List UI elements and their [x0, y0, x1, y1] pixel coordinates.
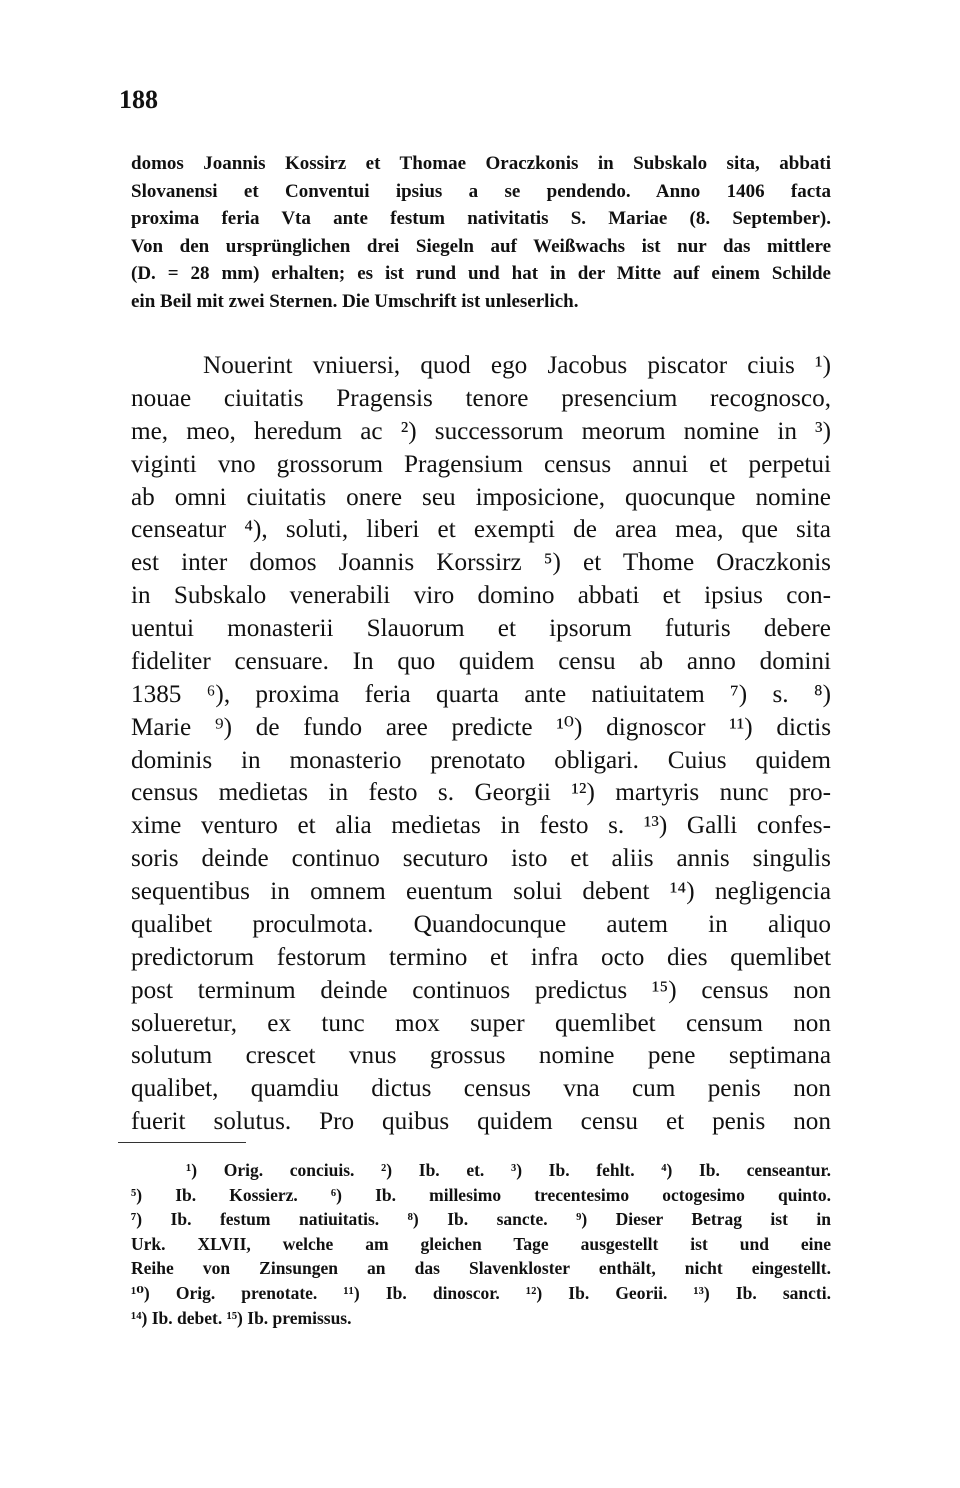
footnote-line: ⁵) Ib. Kossierz. ⁶) Ib. millesimo trecentesimo octogesimo quinto. — [131, 1184, 831, 1205]
charter-text — [131, 350, 831, 1139]
charter-text-line: soris deinde continuo secuturo isto et aliis annis singulis — [131, 845, 831, 873]
charter-text-line: Marie ⁹) de fundo aree predicte ¹⁰) dignoscor ¹¹) dictis — [131, 713, 831, 741]
header-note-line: ein Beil mit zwei Sternen. Die Umschrift ist unleserlich. — [131, 290, 579, 312]
footnote-line: ⁷) Ib. festum natiuitatis. ⁸) Ib. sancte. ⁹) Dieser Betrag ist in — [131, 1209, 831, 1230]
header-note-line: proxima feria Vta ante festum nativitatis S. Mariae (8. September). — [131, 208, 831, 229]
footnote-line: Reihe von Zinsungen an das Slavenkloster enthält, nicht eingestellt. — [131, 1258, 831, 1279]
footnote-line: Urk. XLVII, welche am gleichen Tage ausgestellt ist und eine — [131, 1233, 831, 1254]
charter-text-line: xime venturo et alia medietas in festo s. ¹³) Galli confes- — [131, 812, 831, 840]
charter-text-line: predictorum festorum termino et infra octo dies quemlibet — [131, 943, 831, 971]
footnote-line: ¹) Orig. conciuis. ²) Ib. et. ³) Ib. fehlt. ⁴) Ib. censeantur. — [186, 1160, 831, 1180]
charter-text-line: uentui monasterii Slauorum et ipsorum futuris debere — [131, 615, 831, 642]
charter-text-line: 1385 ⁶), proxima feria quarta ante natiuitatem ⁷) s. ⁸) — [131, 680, 831, 708]
charter-text-line: census medietas in festo s. Georgii ¹²) martyris nunc pro- — [131, 779, 831, 807]
footnote-line: ¹⁰) Orig. prenotate. ¹¹) Ib. dinoscor. ¹²) Ib. Georii. ¹³) Ib. sancti. — [131, 1282, 831, 1303]
footnote-divider — [118, 1142, 246, 1143]
charter-text-line: solueretur, ex tunc mox super quemlibet censum non — [131, 1009, 831, 1037]
header-note-line: Von den ursprünglichen drei Siegeln auf Weißwachs ist nur das mittlere — [131, 235, 831, 257]
charter-text-line: nouae ciuitatis Pragensis tenore presencium recognosco, — [131, 384, 831, 412]
charter-text-line: viginti vno grossorum Pragensium census annui et perpetui — [131, 450, 831, 478]
charter-text-line: fideliter censuare. In quo quidem censu ab anno domini — [131, 647, 831, 675]
charter-text-line: qualibet proculmota. Quandocunque autem in aliquo — [131, 910, 831, 938]
charter-text-line: qualibet, quamdiu dictus census vna cum penis non — [131, 1075, 831, 1103]
charter-text-line: censeatur ⁴), soluti, liberi et exempti de area mea, que sita — [131, 516, 831, 544]
header-note-line: Slovanensi et Conventui ipsius a se pendendo. Anno 1406 facta — [131, 180, 831, 202]
charter-text-line: ab omni ciuitatis onere seu imposicione, quocunque nomine — [131, 483, 831, 511]
charter-text-line: solutum crescet vnus grossus nomine pene septimana — [131, 1042, 831, 1070]
charter-text-line: post terminum deinde continuos predictus ¹⁵) census non — [131, 976, 831, 1004]
page-number: 188 — [119, 85, 158, 114]
header-note-line: domos Joannis Kossirz et Thomae Oraczkonis in Subskalo sita, abbati — [131, 153, 831, 174]
charter-text-line: me, meo, heredum ac ²) successorum meorum nomine in ³) — [131, 417, 831, 445]
charter-text-line: in Subskalo venerabili viro domino abbati et ipsius con- — [131, 582, 831, 610]
footnote-line: ¹⁴) Ib. debet. ¹⁵) Ib. premissus. — [131, 1307, 352, 1328]
charter-text-line: est inter domos Joannis Korssirz ⁵) et Thome Oraczkonis — [131, 549, 831, 577]
header-note-line: (D. = 28 mm) erhalten; es ist rund und hat in der Mitte auf einem Schilde — [131, 263, 831, 284]
charter-text-line: Nouerint vniuersi, quod ego Jacobus piscator ciuis ¹) — [203, 352, 831, 379]
charter-text-line: dominis in monasterio prenotato obligari. Cuius quidem — [131, 746, 831, 774]
charter-text-line: sequentibus in omnem euentum solui debent ¹⁴) negligencia — [131, 878, 831, 905]
header-note — [131, 150, 831, 315]
footnotes — [131, 1158, 831, 1330]
charter-text-line: fuerit solutus. Pro quibus quidem censu et penis non — [131, 1108, 831, 1136]
